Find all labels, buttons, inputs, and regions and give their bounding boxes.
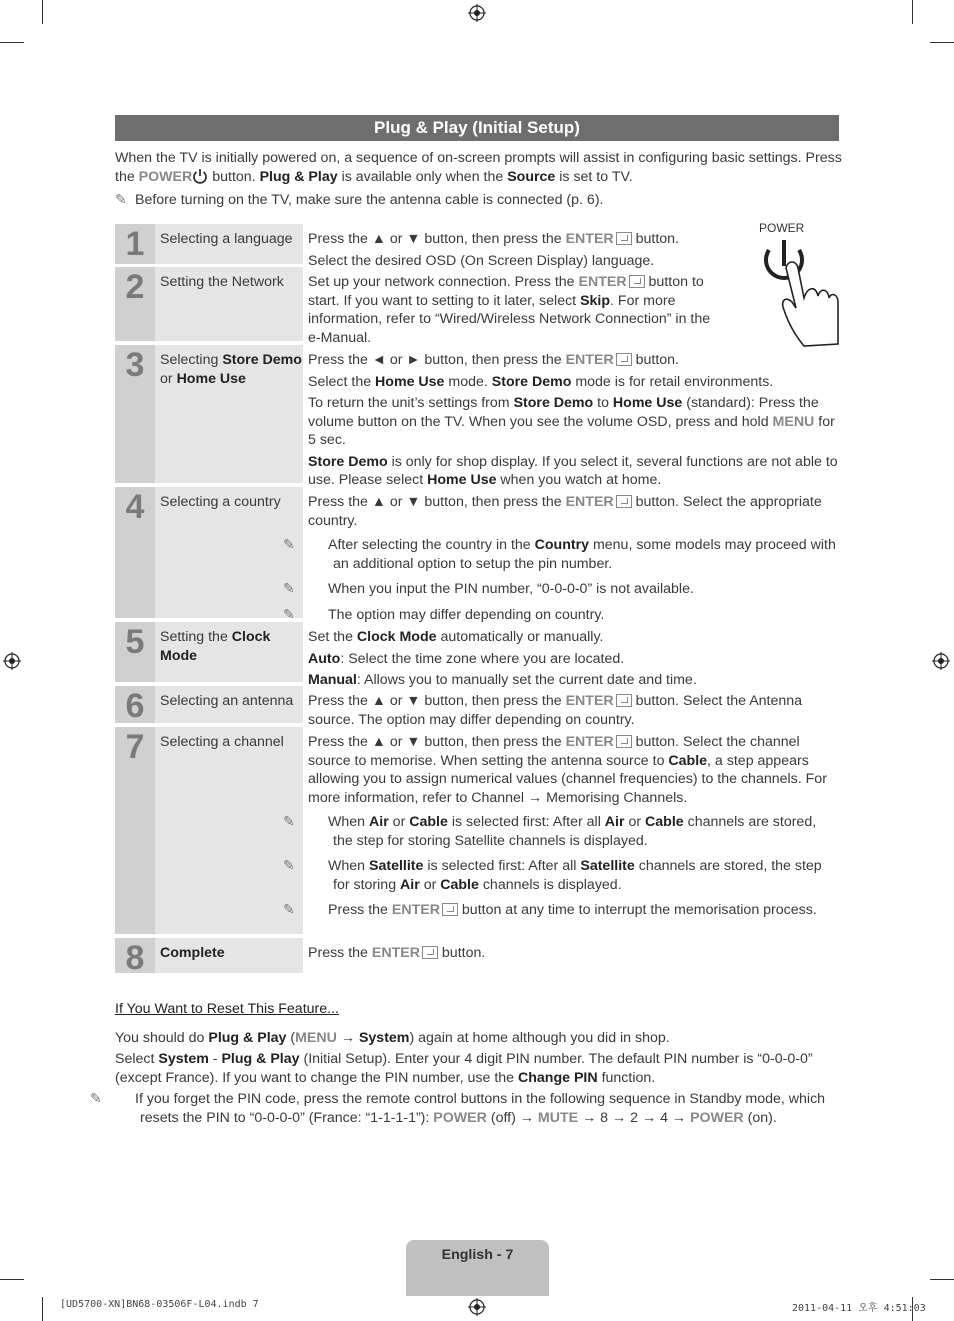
step-number: 1 bbox=[115, 224, 155, 264]
registration-mark-icon bbox=[932, 652, 950, 670]
step-number: 7 bbox=[115, 727, 155, 934]
enter-icon bbox=[616, 232, 632, 245]
step-1 bbox=[115, 224, 839, 269]
step-8 bbox=[115, 938, 839, 977]
enter-icon bbox=[616, 735, 632, 748]
reset-paragraph: Select System - Plug & Play (Initial Setup). Enter your 4 digit PIN number. The default PIN number is “0-0-0-0” (except France). If you want to change the PIN number, use the Change PIN function. bbox=[115, 1051, 813, 1086]
enter-icon bbox=[629, 275, 645, 288]
intro bbox=[115, 149, 845, 210]
step-number: 3 bbox=[115, 345, 155, 483]
note-icon: ✎ bbox=[90, 1091, 102, 1107]
reset-note: ✎ If you forget the PIN code, press the remote control buttons in the following sequence in Standby mode, which resets the PIN to “0-0-0-0” (France: “1-1-1-1”): POWER (off) → MUTE → 8 → 2 → 4 → POWER (on). bbox=[90, 1091, 826, 1126]
intro-note: ✎ Before turning on the TV, make sure the antenna cable is connected (p. 6). bbox=[115, 192, 604, 208]
note-icon: ✎ bbox=[283, 902, 295, 918]
step-body: Press the ▲ or ▼ button, then press the ENTER button. Select the Antenna source. The option may differ depending on country. bbox=[308, 693, 803, 728]
enter-icon bbox=[616, 495, 632, 508]
step-5 bbox=[115, 622, 839, 688]
step-label: Selecting a channel bbox=[155, 727, 303, 934]
enter-icon bbox=[422, 946, 438, 959]
reset-section bbox=[90, 1000, 845, 1130]
print-info-right: 2011-04-11 오후 4:51:03 bbox=[792, 1303, 926, 1314]
section-title: Plug & Play (Initial Setup) bbox=[115, 115, 839, 141]
enter-icon bbox=[616, 353, 632, 366]
step-body: Set up your network connection. Press the ENTER button to start. If you want to setting to it later, select Skip. For more information, refer to “Wired/Wireless Network Connection” in the e-Manual. bbox=[308, 274, 711, 346]
step-2 bbox=[115, 267, 839, 346]
step-body: Press the ▲ or ▼ button, then press the ENTER button. Select the desired OSD (On Screen Display) language. bbox=[308, 231, 680, 269]
note-icon: ✎ bbox=[283, 814, 295, 830]
step-number: 2 bbox=[115, 267, 155, 341]
step-body: Press the ◄ or ► button, then press the ENTER button. Select the Home Use mode. Store Demo mode is for retail environments. To return the unit’s settings from Store Demo to Home Use (standard): Press the volume button on the TV. When you see the volume OSD, press and hold MENU for 5 sec. Store Demo is only for shop display. If you select it, several functions are not able to use. Please select Home Use when you watch at home. bbox=[308, 352, 838, 488]
registration-mark-icon bbox=[468, 4, 486, 22]
step-label: Complete bbox=[155, 938, 303, 973]
step-4 bbox=[115, 487, 839, 623]
step-body: Press the ▲ or ▼ button, then press the ENTER button. Select the channel source to memorise. When setting the antenna source to Cable, a step appears allowing you to assign numerical values (channel frequencies) to the channels. For more information, refer to Channel → Memorising Channels. ✎ When Air or Cable is selected first: After all Air or Cable channels are stored, the step for storing Satellite channels is displayed. ✎ When Satellite is selected first: After all Satellite channels are stored, the step for storing Air or Cable channels is displayed. ✎ Press the ENTER button at any time to interrupt the memorisation process. bbox=[283, 734, 827, 918]
step-label: Selecting Store Demo or Home Use bbox=[155, 345, 303, 483]
note-icon: ✎ bbox=[115, 192, 127, 208]
step-label: Setting the Network bbox=[155, 267, 303, 341]
step-number: 5 bbox=[115, 622, 155, 682]
step-7 bbox=[115, 727, 839, 934]
registration-mark-icon bbox=[3, 652, 21, 670]
step-label: Selecting a language bbox=[155, 224, 303, 264]
step-3 bbox=[115, 345, 839, 488]
step-body: Set the Clock Mode automatically or manually. Auto: Select the time zone where you are located. Manual: Allows you to manually set the current date and time. bbox=[308, 629, 697, 688]
print-info-left: [UD5700-XN]BN68-03506F-L04.indb 7 bbox=[60, 1299, 259, 1310]
power-label: POWER bbox=[759, 221, 805, 235]
step-label: Selecting an antenna bbox=[155, 686, 303, 723]
step-body: Press the ENTER button. bbox=[308, 945, 486, 961]
step-label: Selecting a country bbox=[155, 487, 303, 618]
step-body: Press the ▲ or ▼ button, then press the ENTER button. Select the appropriate country. ✎ After selecting the country in the Country menu, some models may proceed with an additional option to setup the pin number. ✎ When you input the PIN number, “0-0-0-0” is not available. ✎ The option may differ depending on country. bbox=[283, 494, 836, 623]
note-icon: ✎ bbox=[283, 606, 295, 623]
note-icon: ✎ bbox=[283, 537, 295, 553]
step-number: 6 bbox=[115, 686, 155, 723]
step-label: Setting the Clock Mode bbox=[155, 622, 303, 682]
page-number-tab: English - 7 bbox=[406, 1240, 549, 1296]
enter-icon bbox=[616, 694, 632, 707]
registration-mark-icon bbox=[468, 1298, 486, 1316]
reset-paragraph: You should do Plug & Play (MENU → System) again at home although you did in shop. bbox=[115, 1029, 670, 1046]
step-6 bbox=[115, 686, 839, 728]
intro-paragraph: When the TV is initially powered on, a sequence of on-screen prompts will assist in configuring basic settings. Press the POWER button. Plug & Play is available only when the Source is set to TV. bbox=[115, 150, 842, 185]
note-icon: ✎ bbox=[283, 858, 295, 874]
power-icon bbox=[192, 168, 208, 184]
step-number: 4 bbox=[115, 487, 155, 618]
reset-heading: If You Want to Reset This Feature... bbox=[115, 1001, 339, 1017]
step-number: 8 bbox=[115, 938, 155, 973]
enter-icon bbox=[442, 903, 458, 916]
note-icon: ✎ bbox=[283, 581, 295, 597]
